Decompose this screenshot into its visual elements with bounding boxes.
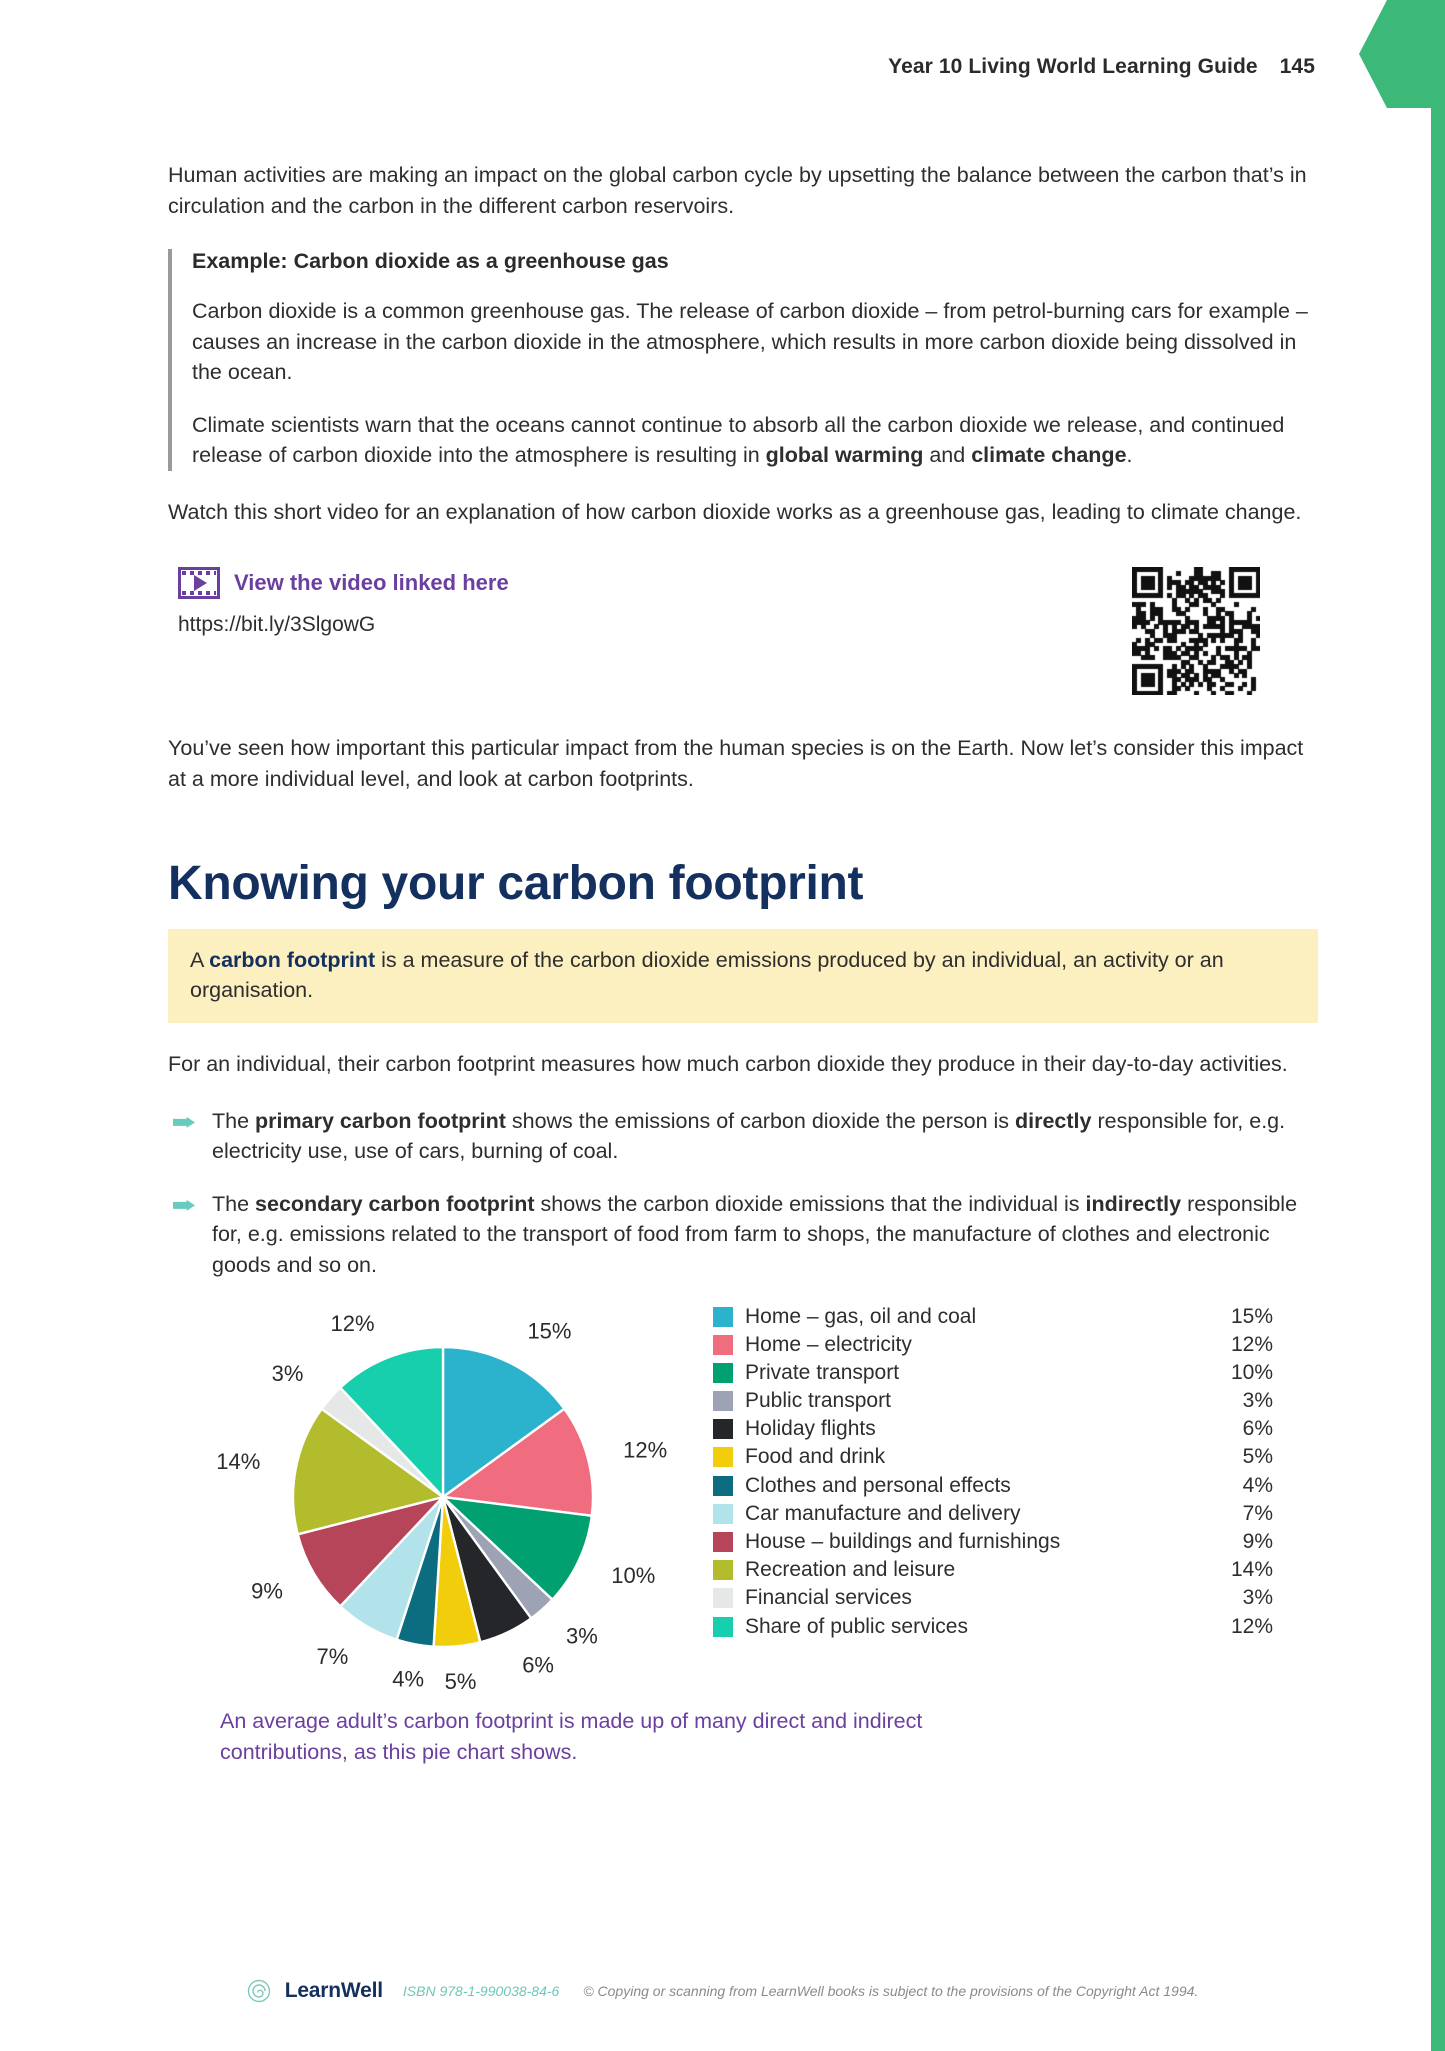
legend-swatch <box>713 1363 733 1383</box>
footer-brand: LearnWell <box>284 1979 383 2002</box>
pie-slice-label: 3% <box>566 1623 598 1649</box>
bullet-0-text-1: The <box>212 1108 256 1133</box>
legend-swatch <box>713 1588 733 1608</box>
example-callout-paragraph-2 <box>192 410 1318 471</box>
definition-term: carbon footprint <box>209 948 376 973</box>
pie-slice-label: 12% <box>330 1311 375 1337</box>
bullet-1-bold-2: indirectly <box>1085 1191 1182 1216</box>
legend-label: Home – gas, oil and coal <box>745 1304 977 1328</box>
pie-slice-label: 4% <box>392 1667 425 1693</box>
example-callout-paragraph-1: Carbon dioxide is a common greenhouse gas. The release of carbon dioxide – from petrol-burning cars for example – causes an increase in the carbon dioxide in the atmosphere, which results in more carbon dioxide being dissolved in the ocean. <box>192 299 1308 385</box>
pie-slice-label: 9% <box>251 1579 283 1605</box>
legend-label: Car manufacture and delivery <box>745 1501 1021 1525</box>
pie-slice-label: 7% <box>316 1644 349 1670</box>
legend-value: 6% <box>1242 1417 1273 1441</box>
legend-label: Public transport <box>745 1389 891 1413</box>
arrow-bullet-icon <box>173 1200 195 1211</box>
legend-value: 7% <box>1242 1501 1273 1525</box>
definition-text-1: A <box>190 948 210 973</box>
legend-value: 14% <box>1230 1558 1273 1582</box>
legend-item <box>713 1387 1273 1415</box>
video-url[interactable]: https://bit.ly/3SlgowG <box>178 613 376 637</box>
legend-item <box>713 1528 1273 1556</box>
legend-swatch <box>713 1419 733 1439</box>
pie-chart-svg <box>216 1311 668 1695</box>
example-callout <box>168 249 1318 471</box>
video-block <box>168 567 1318 697</box>
legend-value: 15% <box>1230 1304 1273 1328</box>
bullet-1-text-3: responsible for, e.g. emissions related to the transport of food from farm to shops, the manufacture of clothes and electronic goods and so on. <box>212 1191 1298 1277</box>
legend-value: 9% <box>1242 1530 1273 1554</box>
bullet-0-bold-1: primary carbon footprint <box>255 1108 506 1133</box>
callout-p2-text-2: and <box>923 443 972 468</box>
legend-item <box>713 1500 1273 1528</box>
bullet-0-bold-2: directly <box>1015 1108 1092 1133</box>
legend-item <box>713 1472 1273 1500</box>
footer-isbn: ISBN 978-1-990038-84-6 <box>402 1983 560 1999</box>
legend-label: Home – electricity <box>745 1332 912 1356</box>
legend-label: Holiday flights <box>745 1417 876 1441</box>
legend-value: 12% <box>1230 1614 1273 1638</box>
pie-slice-label: 15% <box>527 1318 572 1344</box>
legend-swatch <box>713 1335 733 1355</box>
legend-swatch <box>713 1391 733 1411</box>
legend-label: Share of public services <box>745 1614 968 1638</box>
page-corner-tab-notch <box>1359 0 1387 108</box>
legend-item <box>713 1302 1273 1330</box>
legend-item <box>713 1331 1273 1359</box>
video-link-label[interactable]: View the video linked here <box>234 570 509 596</box>
page-header-title: Year 10 Living World Learning Guide <box>888 55 1258 78</box>
pie-slice-label: 10% <box>611 1563 656 1589</box>
page-edge-stripe <box>1431 0 1445 2051</box>
legend-value: 3% <box>1242 1586 1273 1610</box>
legend-value: 5% <box>1242 1445 1273 1469</box>
pie-slice-label: 5% <box>444 1669 477 1695</box>
legend-swatch <box>713 1447 733 1467</box>
qr-code[interactable] <box>1132 567 1260 695</box>
callout-p2-text-3: . <box>1126 443 1133 468</box>
bullet-1-bold-1: secondary carbon footprint <box>255 1191 535 1216</box>
legend-swatch <box>713 1307 733 1327</box>
legend-label: Recreation and leisure <box>745 1558 956 1582</box>
section-paragraph: For an individual, their carbon footprint measures how much carbon dioxide they produce in their day-to-day activities. <box>168 1052 1288 1077</box>
legend-swatch <box>713 1532 733 1552</box>
example-callout-heading: Example: Carbon dioxide as a greenhouse gas <box>192 249 669 274</box>
transition-paragraph: You’ve seen how important this particular impact from the human species is on the Earth. Now let’s consider this impact at a more individual level, and look at carbon footprints. <box>168 736 1304 791</box>
list-item <box>168 1106 1318 1167</box>
pie-slice-label: 14% <box>216 1449 261 1475</box>
legend-swatch <box>713 1560 733 1580</box>
page-corner-tab <box>1387 0 1445 108</box>
legend-item <box>713 1613 1273 1641</box>
definition-box <box>168 929 1318 1023</box>
section-title: Knowing your carbon footprint <box>168 857 864 911</box>
video-lead-in-paragraph: Watch this short video for an explanation of how carbon dioxide works as a greenhouse gas, leading to climate change. <box>168 499 1302 524</box>
pie-slice-label: 12% <box>623 1438 668 1464</box>
bullet-1-text-1: The <box>212 1191 256 1216</box>
legend-value: 10% <box>1230 1360 1273 1384</box>
footer-copyright: © Copying or scanning from LearnWell books is subject to the provisions of the Copyright Act 1994. <box>583 1983 1199 1999</box>
arrow-bullet-icon <box>173 1117 195 1128</box>
bullet-0-text-3: responsible for, e.g. electricity use, use of cars, burning of coal. <box>212 1108 1286 1164</box>
legend-swatch <box>713 1617 733 1637</box>
bullet-list <box>168 1106 1318 1281</box>
intro-paragraph: Human activities are making an impact on the global carbon cycle by upsetting the balance between the carbon that’s in circulation and the carbon in the different carbon reservoirs. <box>168 163 1307 218</box>
legend-value: 12% <box>1230 1332 1273 1356</box>
callout-p2-bold-climate-change: climate change <box>971 443 1127 468</box>
legend-item <box>713 1443 1273 1471</box>
legend-item <box>713 1415 1273 1443</box>
film-play-icon <box>178 567 220 599</box>
page-number: 145 <box>1279 55 1315 78</box>
page-header <box>0 55 1315 79</box>
callout-p2-text-1: Climate scientists warn that the oceans cannot continue to absorb all the carbon dioxide we release, and continued release of carbon dioxide into the atmosphere is resulting in <box>192 412 1285 468</box>
legend-item <box>713 1584 1273 1612</box>
pie-chart <box>216 1311 668 1695</box>
spiral-logo-icon <box>247 1979 271 2003</box>
callout-p2-bold-global-warming: global warming <box>765 443 924 468</box>
legend-item <box>713 1556 1273 1584</box>
list-item <box>168 1189 1318 1281</box>
bullet-0-text-2: shows the emissions of carbon dioxide the person is <box>505 1108 1015 1133</box>
legend-label: Clothes and personal effects <box>745 1473 1011 1497</box>
legend-label: Private transport <box>745 1360 900 1384</box>
chart-caption: An average adult’s carbon footprint is made up of many direct and indirect contributions, as this pie chart shows. <box>220 1709 923 1764</box>
pie-slice-label: 6% <box>522 1652 554 1678</box>
carbon-footprint-chart <box>168 1302 1318 1695</box>
pie-slice-label: 3% <box>271 1361 304 1387</box>
page-footer <box>0 1979 1445 2003</box>
bullet-1-text-2: shows the carbon dioxide emissions that the individual is <box>534 1191 1086 1216</box>
legend-label: Food and drink <box>745 1445 886 1469</box>
definition-text-2: is a measure of the carbon dioxide emissions produced by an individual, an activity or an organisation. <box>190 948 1224 1003</box>
legend-swatch <box>713 1476 733 1496</box>
legend-value: 4% <box>1242 1473 1273 1497</box>
pie-chart-legend <box>713 1302 1273 1640</box>
legend-label: House – buildings and furnishings <box>745 1530 1061 1554</box>
legend-swatch <box>713 1504 733 1524</box>
page-content <box>168 160 1318 1788</box>
legend-label: Financial services <box>745 1586 912 1610</box>
legend-item <box>713 1359 1273 1387</box>
legend-value: 3% <box>1242 1389 1273 1413</box>
